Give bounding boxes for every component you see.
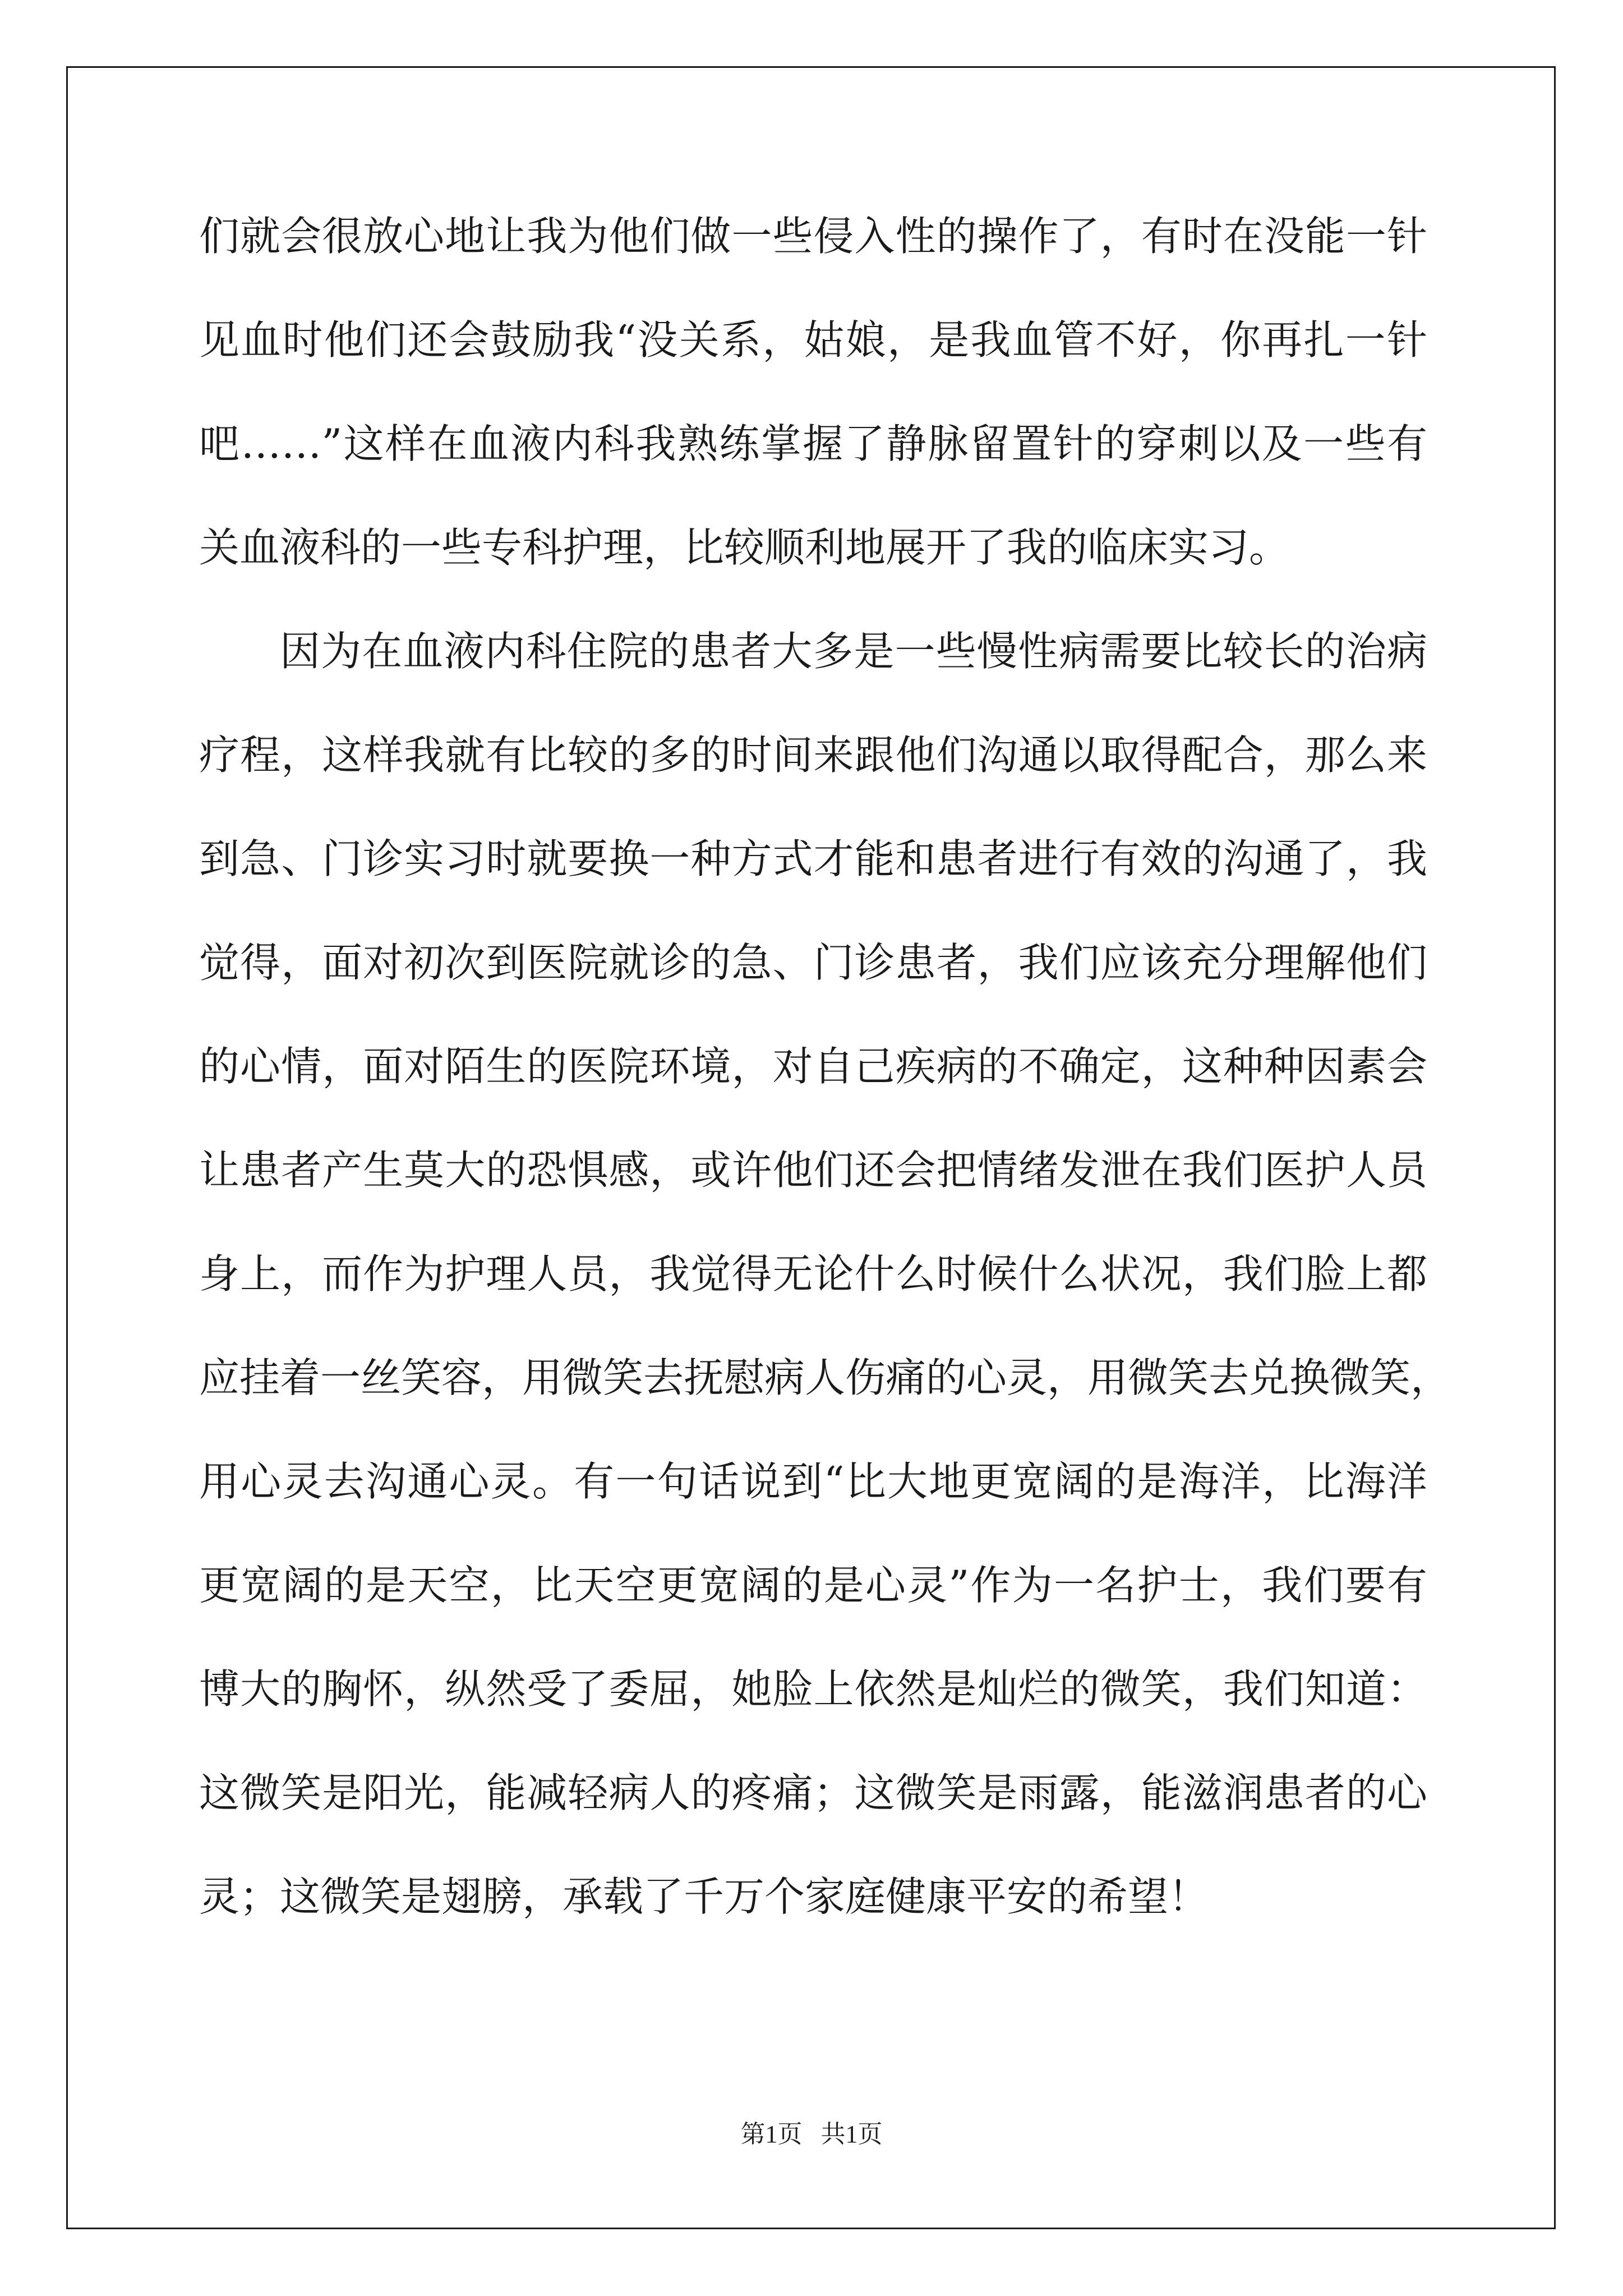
- page-number-current: 第1页: [740, 2120, 803, 2148]
- text-line: 用心灵去沟通心灵。有一句话说到“比大地更宽阔的是海洋，比海洋: [199, 1458, 1427, 1505]
- text-line: 身上，而作为护理人员，我觉得无论什么时候什么状况，我们脸上都: [199, 1250, 1427, 1297]
- text-line: 这微笑是阳光，能减轻病人的疼痛；这微笑是雨露，能滋润患者的心: [199, 1769, 1427, 1816]
- paragraph: [199, 213, 1427, 631]
- text-line: 因为在血液内科住院的患者大多是一些慢性病需要比较长的治病: [280, 628, 1427, 675]
- footer-spacer: [803, 2120, 821, 2148]
- text-line: 应挂着一丝笑容，用微笑去抚慰病人伤痛的心灵，用微笑去兑换微笑，: [199, 1354, 1451, 1401]
- text-line: 们就会很放心地让我为他们做一些侵入性的操作了，有时在没能一针: [199, 213, 1427, 260]
- paragraph: [199, 628, 1451, 1980]
- text-line: 博大的胸怀，纵然受了委屈，她脸上依然是灿烂的微笑，我们知道：: [199, 1665, 1427, 1713]
- page-footer: [0, 2114, 1623, 2150]
- text-line: 吧……”这样在血液内科我熟练掌握了静脉留置针的穿刺以及一些有: [199, 420, 1427, 467]
- text-line: 灵；这微笑是翅膀，承载了千万个家庭健康平安的希望！: [199, 1873, 1209, 1920]
- text-line: 到急、门诊实习时就要换一种方式才能和患者进行有效的沟通了，我: [199, 835, 1427, 882]
- text-line: 关血液科的一些专科护理，比较顺利地展开了我的临床实习。: [199, 524, 1290, 571]
- text-line: 更宽阔的是天空，比天空更宽阔的是心灵”作为一名护士，我们要有: [199, 1562, 1427, 1609]
- text-line: 觉得，面对初次到医院就诊的急、门诊患者，我们应该充分理解他们: [199, 939, 1427, 986]
- text-line: 疗程，这样我就有比较的多的时间来跟他们沟通以取得配合，那么来: [199, 731, 1427, 779]
- page-number-total: 共1页: [820, 2120, 883, 2148]
- text-line: 让患者产生莫大的恐惧感，或许他们还会把情绪发泄在我们医护人员: [199, 1147, 1427, 1194]
- text-line: 见血时他们还会鼓励我“没关系，姑娘，是我血管不好，你再扎一针: [199, 316, 1427, 364]
- document-body: [199, 213, 1451, 1980]
- text-line: 的心情，面对陌生的医院环境，对自己疾病的不确定，这种种因素会: [199, 1043, 1427, 1090]
